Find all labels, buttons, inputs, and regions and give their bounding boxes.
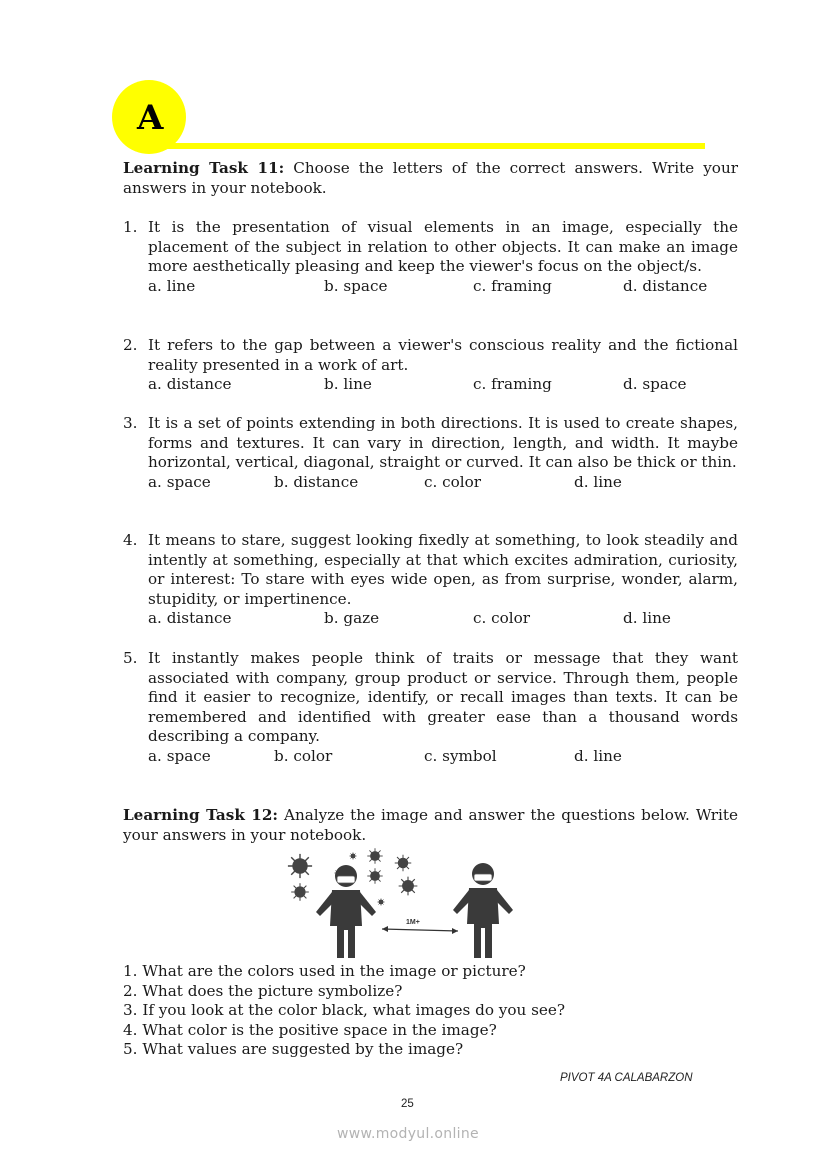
task12-question-1: 1. What are the colors used in the image or picture? bbox=[123, 962, 526, 980]
option-d: d. line bbox=[574, 472, 622, 491]
page-number: 25 bbox=[401, 1098, 414, 1110]
section-underline bbox=[158, 143, 705, 149]
question-5 bbox=[123, 649, 738, 767]
option-a: a. line bbox=[148, 276, 196, 295]
options bbox=[148, 747, 738, 767]
question-3 bbox=[123, 414, 738, 492]
person-left-icon bbox=[316, 865, 376, 958]
options bbox=[148, 375, 738, 395]
task11-instruction: Choose the letters of the correct answers. Write your answers in your notebook. bbox=[123, 159, 738, 197]
question-stem: It instantly makes people think of traits or message that they want associated with company, group product or service. Through them, people find it easier to recognize, identify, or recall images than texts. It can be remembered and identified with greater ease than a thousand words describing a company. bbox=[148, 649, 738, 746]
question-stem: It refers to the gap between a viewer's conscious reality and the fictional reality presented in a work of art. bbox=[148, 336, 738, 374]
person-right-icon bbox=[453, 863, 513, 958]
publisher-footer: PIVOT 4A CALABARZON bbox=[560, 1072, 693, 1084]
distance-label: 1M+ bbox=[406, 919, 420, 926]
option-d: d. space bbox=[623, 375, 687, 394]
question-number: 4. bbox=[123, 531, 138, 549]
options bbox=[148, 609, 738, 629]
question-number: 1. bbox=[123, 218, 138, 236]
question-number: 2. bbox=[123, 336, 138, 354]
watermark: www.modyul.online bbox=[337, 1126, 479, 1142]
task11-label: Learning Task 11: bbox=[123, 159, 285, 177]
question-number: 3. bbox=[123, 414, 138, 432]
option-a: a. distance bbox=[148, 375, 232, 394]
task12-instruction: Analyze the image and answer the questions below. Write your answers in your notebook. bbox=[123, 806, 738, 844]
option-b: b. space bbox=[324, 276, 388, 295]
option-b: b. distance bbox=[274, 472, 359, 491]
option-c: c. framing bbox=[473, 375, 552, 394]
section-letter: A bbox=[137, 98, 164, 138]
options bbox=[148, 277, 738, 297]
task12-label: Learning Task 12: bbox=[123, 806, 279, 824]
question-1 bbox=[123, 218, 738, 296]
task12-question-2: 2. What does the picture symbolize? bbox=[123, 981, 403, 1000]
question-stem: It means to stare, suggest looking fixedly at something, to look steadily and intently at something, especially at that which excites admiration, curiosity, or interest: To stare with eyes wide open, as from surprise, wonder, alarm, stupidity, or impertinence. bbox=[148, 531, 738, 608]
question-stem: It is the presentation of visual elements in an image, especially the placement of the subject in relation to other objects. It can make an image more aesthetically pleasing and keep the viewer's focus on the object/s. bbox=[148, 218, 738, 276]
option-a: a. space bbox=[148, 472, 211, 491]
option-c: c. framing bbox=[473, 276, 552, 295]
option-d: d. line bbox=[623, 609, 671, 628]
social-distancing-illustration bbox=[278, 846, 543, 958]
question-number: 5. bbox=[123, 649, 138, 667]
task12-question-5: 5. What values are suggested by the image? bbox=[123, 1040, 464, 1059]
task11-heading bbox=[123, 159, 738, 198]
question-2 bbox=[123, 336, 738, 395]
option-a: a. space bbox=[148, 746, 211, 765]
task12-heading bbox=[123, 806, 738, 845]
option-d: d. distance bbox=[623, 276, 708, 295]
options bbox=[148, 473, 738, 493]
option-c: c. symbol bbox=[424, 746, 497, 765]
option-a: a. distance bbox=[148, 609, 232, 628]
distance-arrow bbox=[382, 929, 458, 931]
task12-question-4: 4. What color is the positive space in the image? bbox=[123, 1020, 497, 1039]
task12-question-3: 3. If you look at the color black, what images do you see? bbox=[123, 1001, 566, 1020]
option-c: c. color bbox=[473, 609, 531, 628]
option-b: b. gaze bbox=[324, 609, 380, 628]
option-b: b. color bbox=[274, 746, 333, 765]
question-4 bbox=[123, 531, 738, 629]
question-stem: It is a set of points extending in both directions. It is used to create shapes, forms and textures. It can vary in direction, length, and width. It maybe horizontal, vertical, diagonal, straight or curved. It can also be thick or thin. bbox=[148, 414, 738, 472]
option-d: d. line bbox=[574, 746, 622, 765]
option-b: b. line bbox=[324, 375, 372, 394]
option-c: c. color bbox=[424, 472, 482, 491]
